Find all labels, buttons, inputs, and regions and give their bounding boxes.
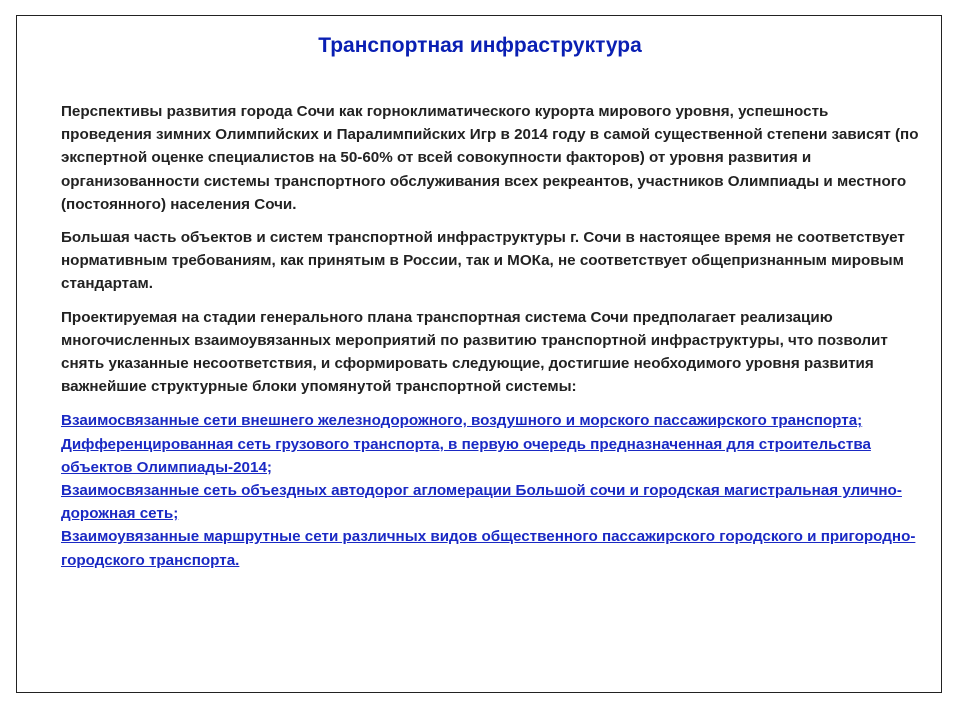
slide-content [61, 100, 921, 572]
link-freight-transport-network[interactable]: Дифференцированная сеть грузового транспорта, в первую очередь предназначенная для строительства объектов Олимпиады-2014; [61, 435, 871, 476]
transport-blocks-list [61, 409, 921, 571]
slide-title: Транспортная инфраструктура [318, 34, 642, 57]
paragraph-planned-system: Проектируемая на стадии генерального плана транспортная система Сочи предполагает реализацию многочисленных взаимоувязанных мероприятий по развитию транспортной инфраструктуры, что позволит снять указанные несоответствия, и сформировать следующие, достигшие необходимого уровня развития важнейшие структурные блоки упомянутой транспортной системы: [61, 308, 888, 396]
link-bypass-road-network[interactable]: Взаимосвязанные сеть объездных автодорог агломерации Большой сочи и городская магистральная улично-дорожная сеть; [61, 482, 902, 523]
paragraph-noncompliance: Большая часть объектов и систем транспортной инфраструктуры г. Сочи в настоящее время не соответствует нормативным требованиям, как принятым в России, так и МОКа, не соответствует общепризнанным мировым стандартам. [61, 229, 905, 293]
link-passenger-transport-networks[interactable]: Взаимосвязанные сети внешнего железнодорожного, воздушного и морского пассажирского транспорта; [61, 412, 863, 430]
link-public-transport-routes[interactable]: Взаимоувязанные маршрутные сети различных видов общественного пассажирского городского и пригородно-городского транспорта. [61, 528, 916, 569]
paragraph-prospects: Перспективы развития города Сочи как горноклиматического курорта мирового уровня, успешность проведения зимних Олимпийских и Паралимпийских Игр в 2014 году в самой существенной степени зависят (по экспертной оценке специалистов на 50-60% от всей совокупности факторов) от уровня развития и организованности системы транспортного обслуживания всех рекреантов, участников Олимпиады и местного (постоянного) населения Сочи. [61, 103, 919, 213]
